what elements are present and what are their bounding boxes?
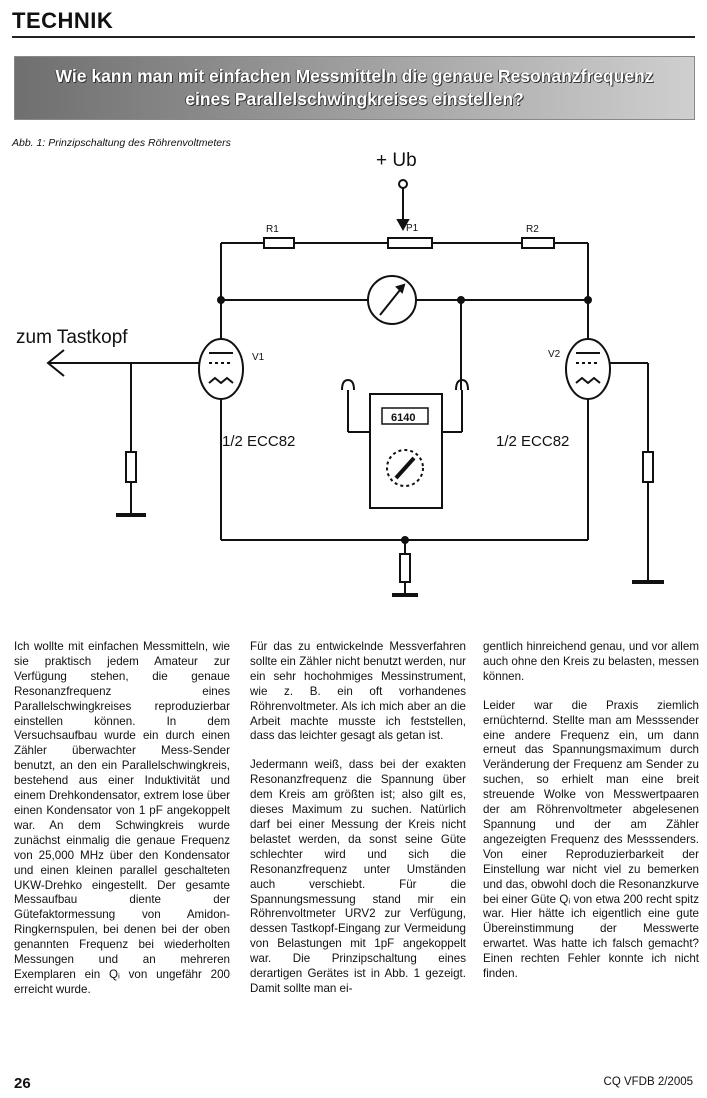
tube-left-label: 1/2 ECC82 bbox=[222, 433, 296, 450]
switch-display-text: 6140 bbox=[391, 412, 416, 424]
magazine-issue: CQ VFDB 2/2005 bbox=[603, 1076, 693, 1088]
p1-label: P1 bbox=[406, 223, 419, 234]
r2-label: R2 bbox=[526, 224, 539, 235]
potentiometer-p1 bbox=[388, 238, 432, 248]
article-column-3 bbox=[483, 640, 699, 996]
section-divider bbox=[12, 36, 695, 38]
figure-caption: Abb. 1: Prinzipschaltung des Röhrenvoltmeters bbox=[12, 137, 231, 149]
paragraph: gentlich hinreichend genau, und vor allem auch ohne den Kreis zu belasten, messen können. bbox=[483, 640, 699, 683]
page-number: 26 bbox=[14, 1075, 31, 1092]
article-column-2 bbox=[250, 640, 466, 1011]
resistor-r1 bbox=[264, 238, 294, 248]
r1-label: R1 bbox=[266, 224, 279, 235]
paragraph: Leider war die Praxis ziemlich ernüchternd. Stellte man am Messsender eine andere Frequenz ein, um dann erneut das Spannungsmaximum durch Veränderung der Frequenz am Sender zu suchen, so erhielt man eine breit streuende Wolke von Messwertpaaren der am Röhrenvoltmeter abgelesenen Spannung und der am Zähler angezeigten Frequenz des Messsenders. Von einer Reproduzierbarkeit der Einstellung war nicht viel zu bemerken und das, obwohl doch die Resonanzkurve bei einer Güte Qᵢ von etwa 200 recht spitz war. Hier hätte ich eigentlich eine gute Übereinstimmung der Messwerte erwartet. Was hatte ich falsch gemacht? Einen rechten Fehler konnte ich nicht finden. bbox=[483, 698, 699, 981]
resistor-r2 bbox=[522, 238, 554, 248]
article-title-banner bbox=[14, 56, 695, 120]
grid-resistor-right bbox=[643, 452, 653, 482]
tube-right-label: 1/2 ECC82 bbox=[496, 433, 570, 450]
article-title-line-1: Wie kann man mit einfachen Messmitteln die genaue Resonanzfrequenz bbox=[55, 66, 654, 86]
probe-label: zum Tastkopf bbox=[16, 327, 128, 348]
tube-v1 bbox=[199, 339, 243, 399]
circuit-diagram bbox=[8, 150, 700, 610]
article-column-1 bbox=[14, 640, 230, 1012]
supply-label: + Ub bbox=[376, 150, 417, 171]
paragraph: Ich wollte mit einfachen Messmitteln, wie sie praktisch jedem Amateur zur Verfügung stehen, die genaue Resonanzfrequenz eines Parallelschwingkreises reproduzierbar einstellen können. In dem Versuchsaufbau wurde ein durch einen Zähler überwachter Mess-Sender benutzt, an den ein Parallelschwingkreis, bestehend aus einer Induktivität und einem Drehkondensator, extrem lose über einen Kondensator von 1 pF angekoppelt war. An dem Schwingkreis wurde zunächst einmalig die genaue Frequenz von 25,000 MHz über den Kondensator und einen kleinen parallel geschalteten UKW-Drehko eingestellt. Der gesamte Messaufbau diente der Gütefaktormessung von Amidon-Ringkernspulen, bei denen bei der oben genannten Frequenz bei wiederholten Messungen und an mehreren Exemplaren ein Qᵢ von ungefähr 200 erreicht wurde. bbox=[14, 640, 230, 996]
tube-v2 bbox=[566, 339, 610, 399]
section-label: TECHNIK bbox=[12, 8, 114, 33]
grid-resistor-left bbox=[126, 452, 136, 482]
v1-label: V1 bbox=[252, 352, 265, 363]
article-title-line-2: eines Parallelschwingkreises einstellen? bbox=[185, 89, 524, 109]
cathode-resistor bbox=[400, 554, 410, 582]
paragraph: Für das zu entwickelnde Messverfahren sollte ein Zähler nicht benutzt werden, nur ein sehr hochohmiges Messinstrument, wie z. B. ein oft vorhandenes Röhrenvoltmeter. Als ich mich aber an die Arbeit machte musste ich feststellen, dass das leichter gesagt als getan ist. bbox=[250, 640, 466, 743]
supply-terminal bbox=[399, 180, 407, 188]
v2-label: V2 bbox=[548, 349, 561, 360]
paragraph: Jedermann weiß, dass bei der exakten Resonanzfrequenz die Spannung über dem Kreis am größten ist; also gilt es, dieses Maximum zu suchen. Natürlich darf bei einer Messung der Kreis nicht belastet werden, da sonst seine Güte schlechter wird und sich die Resonanzfrequenz unter Umständen auch verschiebt. Für die Spannungsmessung stand mir ein Röhrenvoltmeter URV2 zur Verfügung, dessen Tastkopf-Eingang zur Vermeidung von Belastungen mit 1pF angekoppelt war. Die Prinzipschaltung eines derartigen Gerätes ist in Abb. 1 gezeigt. Damit sollte man ei- bbox=[250, 758, 466, 995]
